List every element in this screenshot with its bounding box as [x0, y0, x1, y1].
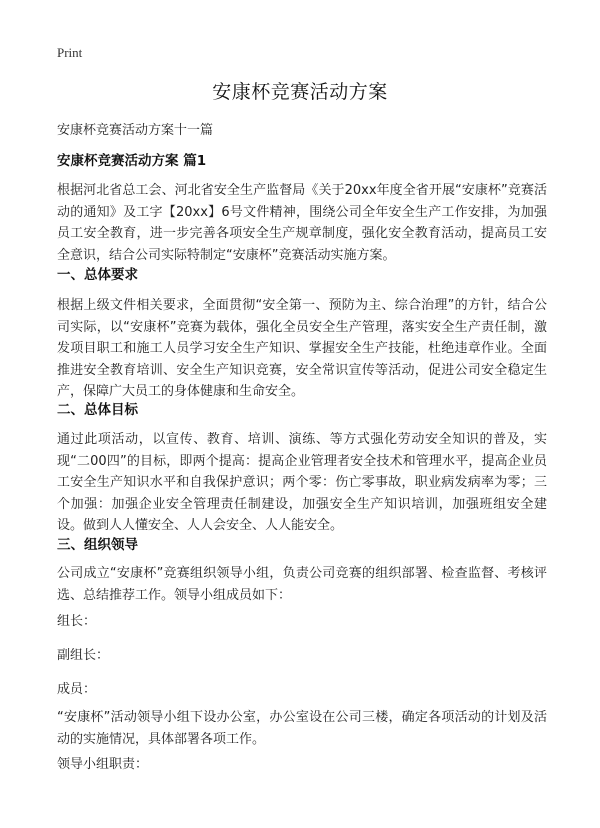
leader-label: 组长： [57, 614, 97, 629]
document-title: 安康杯竞赛活动方案 [212, 81, 388, 103]
section-body-leadership: 公司成立“安康杯”竞赛组织领导小组，负责公司竞赛的组织部署、检查监督、考核评选、总结推荐工作。领导小组成员如下： [57, 566, 547, 603]
section-heading-requirements: 一、总体要求 [57, 267, 138, 283]
section-heading-leadership: 三、组织领导 [57, 537, 138, 553]
deputy-leader-label: 副组长： [57, 648, 110, 663]
members-label: 成员： [57, 682, 97, 697]
intro-paragraph: 根据河北省总工会、河北省安全生产监督局《关于20xx年度全省开展“安康杯”竞赛活动的通知》及工字【20xx】6号文件精神，围绕公司全年安全生产工作安排，为加强员工安全教育，进一步完善各项安全生产规章制度，强化安全教育活动，提高员工安全意识，结合公司实际特制定“安康杯”竞赛活动实施方案。 [57, 183, 547, 263]
office-paragraph: “安康杯”活动领导小组下设办公室，办公室设在公司三楼，确定各项活动的计划及活动的实施情况，具体部署各项工作。 [57, 710, 547, 747]
duties-label: 领导小组职责： [57, 757, 149, 772]
section-body-goals: 通过此项活动，以宣传、教育、培训、演练、等方式强化劳动安全知识的普及，实现“二00四”的目标，即两个提高：提高企业管理者安全技术和管理水平，提高企业员工安全生产知识水平和自我保护意识；两个零：伤亡零事故，职业病发病率为零；三个加强：加强企业安全管理责任制建设，加强安全生产知识培训，加强班组安全建设。做到人人懂安全、人人会安全、人人能安全。 [57, 432, 547, 533]
section-title: 安康杯竞赛活动方案 篇1 [57, 153, 207, 169]
print-link[interactable]: Print [57, 45, 83, 60]
section-heading-goals: 二、总体目标 [57, 402, 138, 418]
document-subtitle: 安康杯竞赛活动方案十一篇 [57, 123, 214, 138]
section-body-requirements: 根据上级文件相关要求，全面贯彻“安全第一、预防为主、综合治理”的方针，结合公司实际，以“安康杯”竞赛为载体，强化全员安全生产管理，落实安全生产责任制，激发项目职工和施工人员学习安全生产知识、掌握安全生产技能，杜绝违章作业。全面推进安全教育培训、安全生产知识竞赛，安全常识宣传等活动，促进公司安全稳定生产，保障广大员工的身体健康和生命安全。 [57, 298, 547, 399]
